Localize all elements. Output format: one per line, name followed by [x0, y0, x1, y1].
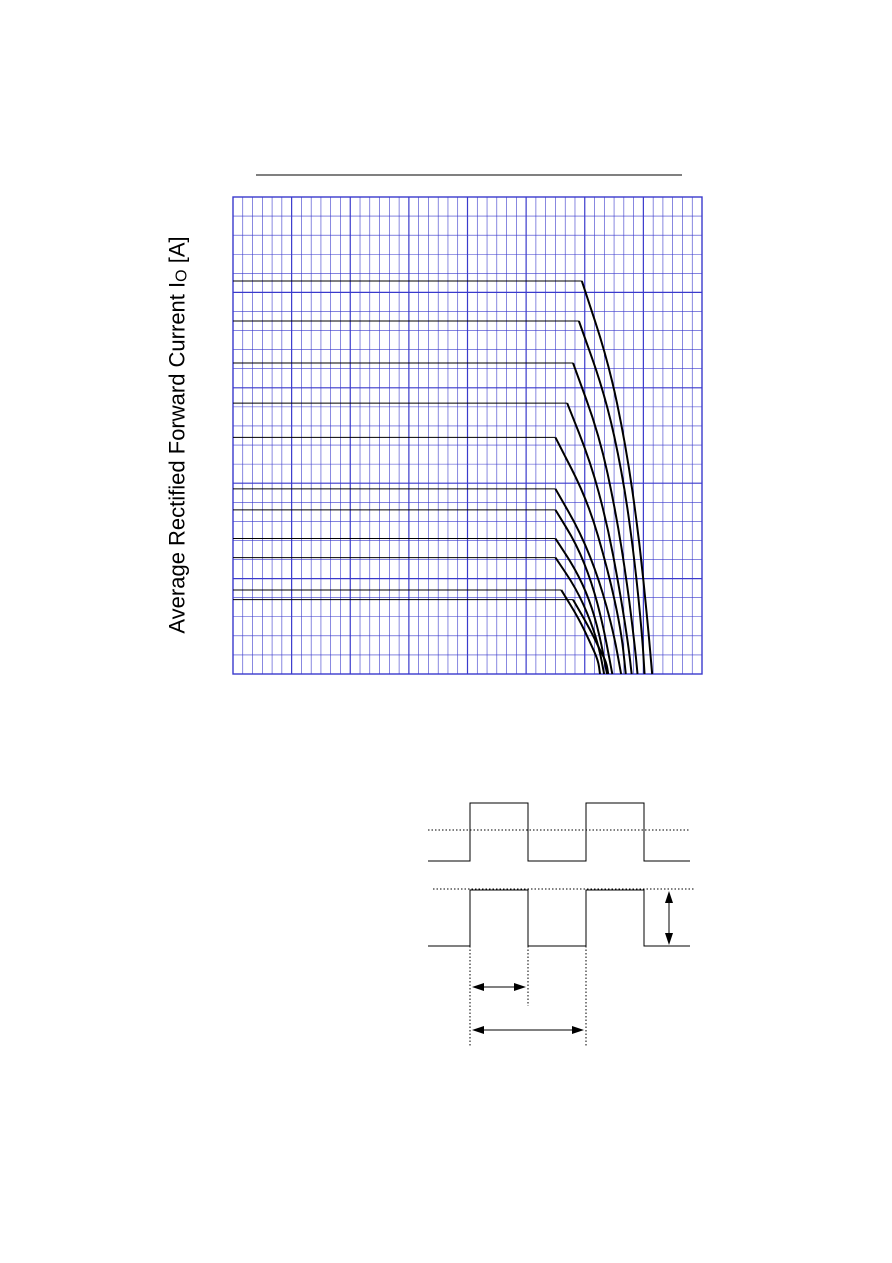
- amplitude-arrowhead-top: [665, 891, 673, 903]
- pulse-width-arrowhead-left: [472, 983, 484, 991]
- grid-major: [233, 197, 702, 674]
- y-axis-label: Average Rectified Forward Current IO [A]: [164, 236, 191, 634]
- upper-pulse-train: [428, 803, 690, 861]
- pulse-width-arrowhead-right: [514, 983, 526, 991]
- series-layer: [233, 281, 652, 674]
- period-arrowhead-left: [472, 1026, 484, 1034]
- lower-pulse-train: [428, 890, 690, 946]
- amplitude-arrowhead-bottom: [665, 933, 673, 945]
- waveform-diagram: [428, 803, 695, 1046]
- period-arrowhead-right: [572, 1026, 584, 1034]
- derating-chart: [233, 197, 702, 674]
- series-5-derating-curve: [555, 510, 612, 674]
